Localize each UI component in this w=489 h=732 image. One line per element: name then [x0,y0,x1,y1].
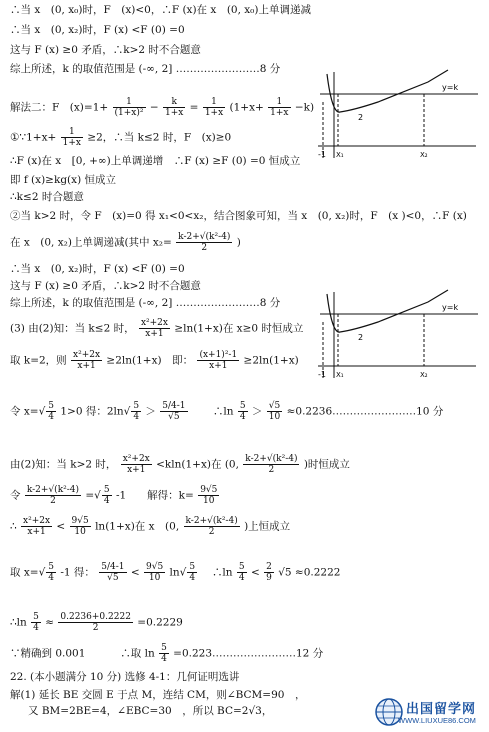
text-line: 又 BM=2BE=4，∠EBC=30 ，所以 BC=2√3， [28,705,273,717]
formula-line: (3) 由(2)知：当 k≤2 时， $\frac{\text{x²+2x}}{x+1}$ ≥ln(1+x)在 x≥0 时恒成立 [10,318,304,339]
text-line: 22. (本小题满分 10 分) 选修 4-1：几何证明选讲 [10,671,240,683]
text-line: 解(1) 延长 BE 交圆 E 于点 M，连结 CM，则∠BCM=90 ， [10,689,306,701]
fraction: $\frac{5}{4}$ [238,562,245,583]
fraction: $\frac{\text{x²+2x}}{x+1}$ [140,318,168,339]
label-neg1: -1 [318,370,326,379]
fraction: $\frac{\text{k-2+√(k²-4)}}{2}$ [26,485,80,506]
watermark-logo [372,695,487,729]
function-graph-figure-1 [318,68,480,166]
fraction: $\frac{1}{1+x}$ [270,97,289,118]
formula-line: 由(2)知：当 k>2 时， $\frac{\text{x²+2x}}{x+1}$ <kln(1+x)在 (0, $\frac{\text{k-2+√(k²-4)}}{2}$ )时恒成立 [10,454,350,475]
text-line: 这与 F (x) ≥0 矛盾，∴k>2 时不合题意 [10,280,201,292]
formula-line: ∴ln $\frac{5}{4}$ ≈ $\frac{0.2236+0.2222}{2}$ =0.2229 [10,612,183,633]
fraction: $\frac{\text{k-2+√(k²-4)}}{2}$ [185,516,238,537]
formula-line: ∴ $\frac{\text{x²+2x}}{x+1}$ < $\frac{9√5}{10}$ ln(1+x)在 x (0, $\frac{\text{k-2+√(k²-4)}}{2}$ )上恒成立 [10,516,291,537]
text-line: ∴当 x (0, x₂)时，F (x) <F (0) =0 [10,24,185,36]
fraction: $\frac{k}{1+x}$ [165,97,184,118]
label-x1: X₁ [336,371,344,379]
text-line: ②当 k>2 时，令 F (x)=0 得 x₁<0<x₂，结合图象可知，当 x (0, x₂)时，F (x )<0，∴F (x) [10,210,467,222]
label-2: 2 [358,113,364,122]
fraction: $\frac{\text{x²+2x}}{x+1}$ [23,516,51,537]
text-line: ∴当 x (0, x₀)时，F (x)<0，∴F (x)在 x (0, x₀)上单调递减 [10,4,311,16]
fraction: $\frac{5}{4}$ [48,562,54,583]
formula-line: 令 $\frac{\text{k-2+√(k²-4)}}{2}$ =√ $\frac{5}{4}$ -1 解得：k= $\frac{9√5}{10}$ [10,485,218,506]
label-x2: X₂ [420,151,428,159]
text-line: ∴当 x (0, x₂)时，F (x) <F (0) =0 [10,263,185,275]
text-part: 解法二：F (x)=1+ [10,101,109,114]
fraction: $\frac{5}{4}$ [239,401,246,422]
label-neg1: -1 [318,150,326,159]
function-graph-figure-2 [318,288,480,386]
formula-line: 令 x=√ $\frac{5}{4}$ 1>0 得：2ln√ $\frac{5}{4}$ ＞ $\frac{5/4-1}{√5}$ ∴ln $\frac{5}{4}$ ＞ $\frac{√5}{10}$ ≈0.2236……………………10 分 [10,401,444,422]
fraction: $\frac{5}{4}$ [103,485,110,506]
fraction: $\frac{5}{4}$ [133,401,140,422]
curve [327,290,448,332]
fraction: $\frac{\text{k-2+√(k²-4)}}{2}$ [178,232,231,253]
fraction: $\frac{5/4-1}{√5}$ [162,401,186,422]
fraction: $\frac{2}{9}$ [266,562,272,583]
formula-line: ∵精确到 0.001 ∴取 ln $\frac{5}{4}$ =0.223……………………12 分 [10,643,324,664]
text-line: 综上所述，k 的取值范围是 (-∞, 2] ……………………8 分 [10,297,281,309]
label-2: 2 [358,333,364,342]
fraction: $\frac{5}{4}$ [161,643,167,664]
formula-line: 取 k=2，则 $\frac{\text{x²+2x}}{x+1}$ ≥2ln(1+x) 即： $\frac{\text{(x+1)²-1}}{x+1}$ ≥2ln(1+x) [10,350,299,371]
fraction: $\frac{\text{x²+2x}}{x+1}$ [122,454,150,475]
fraction: $\frac{1}{\text{(1+x)²}}$ [114,97,144,118]
text-line: ∴F (x)在 x [0, +∞)上单调递增 ∴F (x) ≥F (0) =0 恒成立 [10,155,301,167]
fraction: $\frac{5}{4}$ [48,401,54,422]
fraction: $\frac{5/4-1}{√5}$ [101,562,125,583]
formula-line: 取 x=√ $\frac{5}{4}$ -1 得： $\frac{5/4-1}{√5}$ < $\frac{9√5}{10}$ ln√ $\frac{5}{4}$ ∴ln $\frac{5}{4}$ < $\frac{2}{9}$ √5 ≈0.2222 [10,562,341,583]
label-yk: y=k [442,83,459,92]
fraction: $\frac{\text{k-2+√(k²-4)}}{2}$ [245,454,298,475]
fraction: $\frac{1}{1+x}$ [204,97,224,118]
watermark-url: WWW.LIUXUE86.COM [398,716,476,725]
curve [327,70,448,112]
fraction: $\frac{1}{1+x}$ [62,127,81,148]
fraction: $\frac{9√5}{10}$ [146,562,164,583]
text-part: k) [303,101,315,114]
fraction: $\frac{√5}{10}$ [268,401,281,422]
fraction: $\frac{5}{4}$ [33,612,39,633]
text-line: ∴k≤2 时合题意 [10,191,84,203]
formula-line: 解法二：F (x)=1+ $\frac{1}{\text{(1+x)²}}$ − $\frac{k}{1+x}$ = $\frac{1}{1+x}$ (1+x+ $\frac{1}{1+x}$ −k) [10,97,315,118]
text-part: 1+x+ [233,101,264,114]
fraction: $\frac{0.2236+0.2222}{2}$ [60,612,131,633]
text-line: 综上所述，k 的取值范围是 (-∞, 2] ……………………8 分 [10,63,281,75]
text-line: 这与 F (x) ≥0 矛盾，∴k>2 时不合题意 [10,44,201,56]
watermark-title: 出国留学网 [406,701,477,716]
fraction: $\frac{9√5}{10}$ [200,485,218,506]
fraction: $\frac{9√5}{10}$ [71,516,89,537]
formula-line: ①∵1+x+ $\frac{1}{1+x}$ ≥2，∴当 k≤2 时，F (x)≥0 [10,127,232,148]
label-yk: y=k [442,303,459,312]
text-line: 即 f (x)≥kg(x) 恒成立 [10,174,117,186]
label-x1: X₁ [336,151,344,159]
label-x2: X₂ [420,371,428,379]
formula-line: 在 x (0, x₂)上单调递减(其中 x₂= $\frac{\text{k-2+√(k²-4)}}{2}$ ) [10,232,241,253]
fraction: $\frac{5}{4}$ [189,562,196,583]
fraction: $\frac{\text{(x+1)²-1}}{x+1}$ [199,350,238,371]
fraction: $\frac{\text{x²+2x}}{x+1}$ [73,350,101,371]
